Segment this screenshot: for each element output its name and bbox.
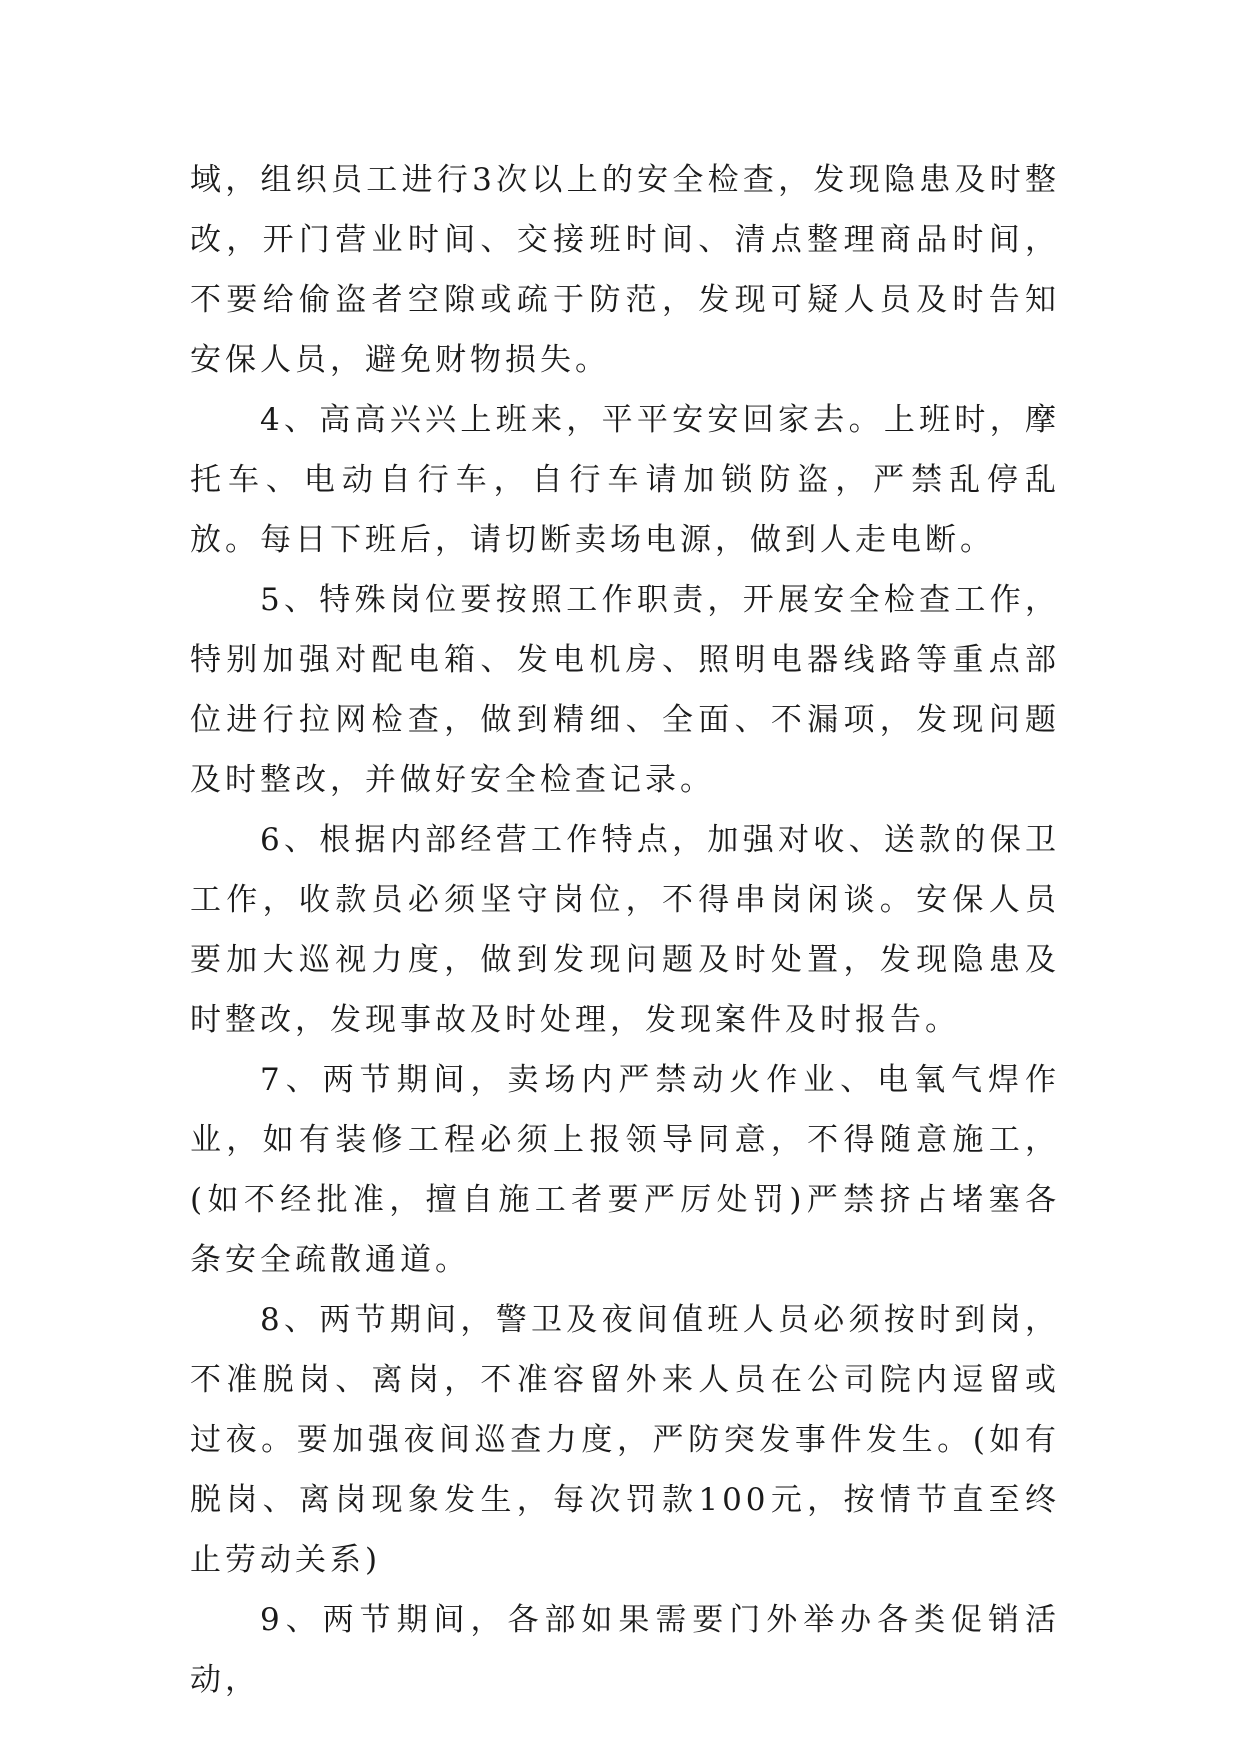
paragraph-item-6: 6、根据内部经营工作特点，加强对收、送款的保卫工作，收款员必须坚守岗位，不得串岗闲谈。安保人员要加大巡视力度，做到发现问题及时处置，发现隐患及时整改，发现事故及时处理，发现案件及时报告。 — [190, 822, 1060, 1038]
paragraph-item-4: 4、高高兴兴上班来，平平安安回家去。上班时，摩托车、电动自行车，自行车请加锁防盗，严禁乱停乱放。每日下班后，请切断卖场电源，做到人走电断。 — [190, 402, 1060, 558]
paragraph-item-7: 7、两节期间，卖场内严禁动火作业、电氧气焊作业，如有装修工程必须上报领导同意，不得随意施工，(如不经批准，擅自施工者要严厉处罚)严禁挤占堵塞各条安全疏散通道。 — [190, 1062, 1060, 1278]
document-body — [190, 150, 1060, 1710]
paragraph-item-5: 5、特殊岗位要按照工作职责，开展安全检查工作，特别加强对配电箱、发电机房、照明电器线路等重点部位进行拉网检查，做到精细、全面、不漏项，发现问题及时整改，并做好安全检查记录。 — [190, 582, 1060, 798]
paragraph-item-8: 8、两节期间，警卫及夜间值班人员必须按时到岗，不准脱岗、离岗，不准容留外来人员在公司院内逗留或过夜。要加强夜间巡查力度，严防突发事件发生。(如有脱岗、离岗现象发生，每次罚款100元，按情节直至终止劳动关系) — [190, 1302, 1060, 1578]
paragraph-item-9: 9、两节期间，各部如果需要门外举办各类促销活动， — [190, 1602, 1060, 1698]
paragraph-continuation: 域，组织员工进行3次以上的安全检查，发现隐患及时整改，开门营业时间、交接班时间、清点整理商品时间，不要给偷盗者空隙或疏于防范，发现可疑人员及时告知安保人员，避免财物损失。 — [190, 162, 1060, 378]
